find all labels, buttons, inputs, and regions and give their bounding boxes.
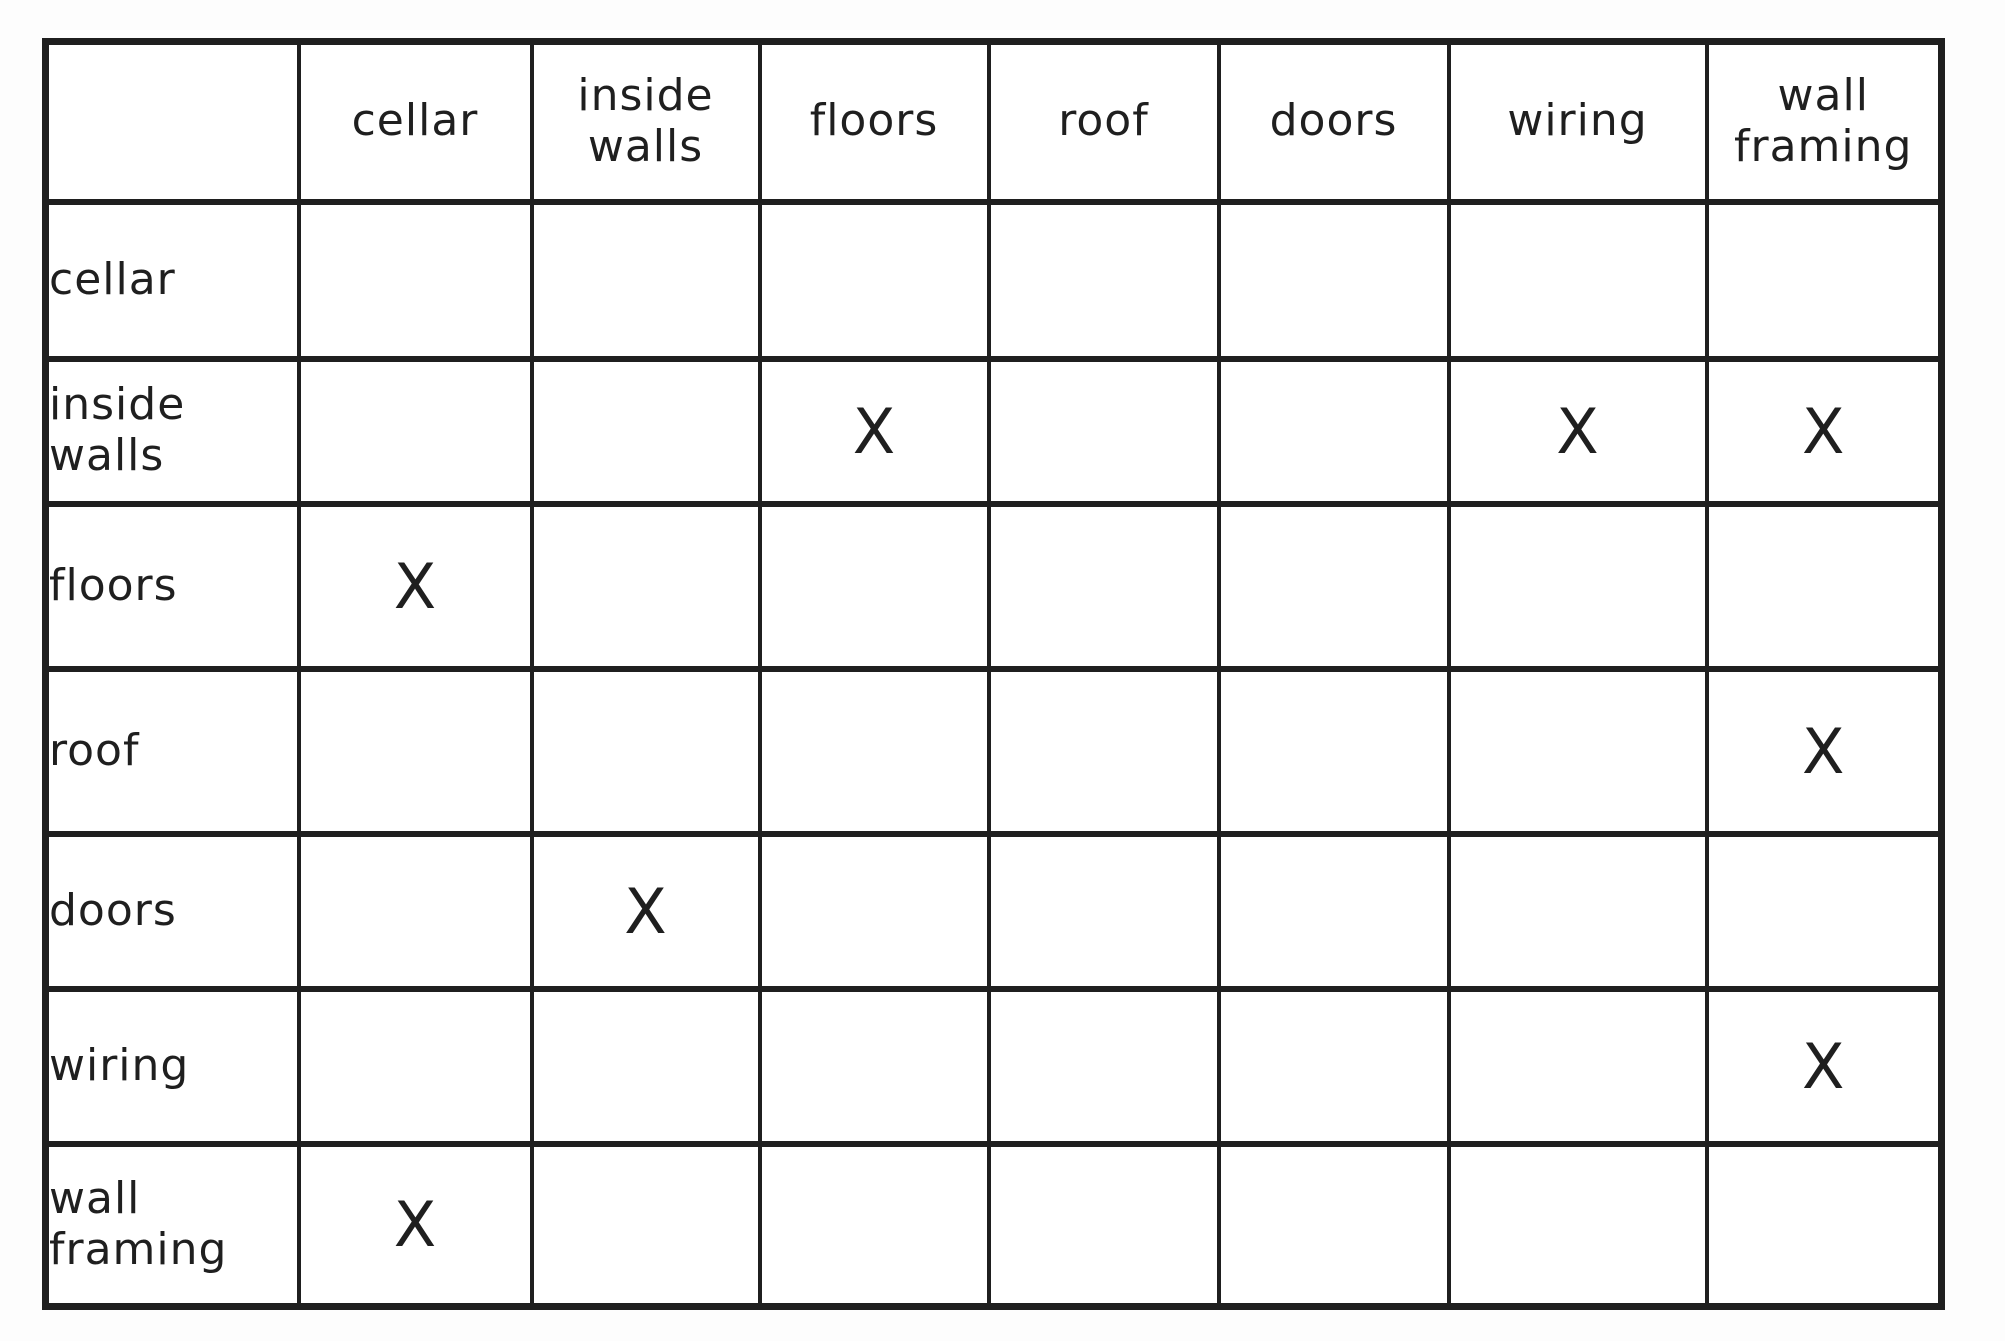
dependency-matrix	[42, 38, 1945, 1310]
matrix-cell	[1707, 1144, 1942, 1307]
matrix-cell: X	[1707, 359, 1942, 504]
matrix-cell: X	[760, 359, 989, 504]
row-header-wall-framing: wall framing	[46, 1144, 299, 1307]
column-header-cellar: cellar	[299, 42, 532, 202]
matrix-cell	[760, 669, 989, 834]
matrix-cell	[532, 359, 760, 504]
row-header-wiring: wiring	[46, 989, 299, 1144]
matrix-cell	[532, 504, 760, 669]
matrix-cell	[1219, 202, 1449, 359]
table-row	[46, 1144, 1942, 1307]
matrix-cell	[760, 202, 989, 359]
matrix-cell	[1707, 504, 1942, 669]
column-header-floors: floors	[760, 42, 989, 202]
header-row	[46, 42, 1942, 202]
row-header-doors: doors	[46, 834, 299, 989]
matrix-cell	[299, 202, 532, 359]
matrix-cell	[1449, 989, 1707, 1144]
corner-cell	[46, 42, 299, 202]
matrix-cell	[989, 834, 1219, 989]
column-header-roof: roof	[989, 42, 1219, 202]
row-header-roof: roof	[46, 669, 299, 834]
matrix-cell	[760, 1144, 989, 1307]
matrix-cell: X	[1449, 359, 1707, 504]
row-header-inside-walls: inside walls	[46, 359, 299, 504]
matrix-cell	[1219, 504, 1449, 669]
row-header-cellar: cellar	[46, 202, 299, 359]
matrix-cell	[299, 359, 532, 504]
matrix-cell	[299, 669, 532, 834]
matrix-cell: X	[299, 1144, 532, 1307]
matrix-cell	[1449, 202, 1707, 359]
table-row	[46, 202, 1942, 359]
matrix-cell	[989, 202, 1219, 359]
matrix-cell	[532, 1144, 760, 1307]
table-row	[46, 669, 1942, 834]
matrix-cell	[1219, 834, 1449, 989]
matrix-cell	[989, 504, 1219, 669]
matrix-cell	[989, 359, 1219, 504]
matrix-cell	[532, 669, 760, 834]
matrix-cell: X	[532, 834, 760, 989]
matrix-cell	[989, 669, 1219, 834]
matrix-cell	[532, 989, 760, 1144]
matrix-cell	[1449, 504, 1707, 669]
column-header-wiring: wiring	[1449, 42, 1707, 202]
table-row	[46, 989, 1942, 1144]
matrix-cell	[1449, 1144, 1707, 1307]
table-row	[46, 359, 1942, 504]
matrix-cell	[989, 1144, 1219, 1307]
matrix-cell	[1219, 669, 1449, 834]
column-header-inside-walls: inside walls	[532, 42, 760, 202]
matrix-cell: X	[1707, 989, 1942, 1144]
matrix-cell	[1707, 834, 1942, 989]
matrix-cell	[1219, 1144, 1449, 1307]
matrix-cell	[299, 989, 532, 1144]
table-row	[46, 834, 1942, 989]
matrix-cell	[1219, 359, 1449, 504]
column-header-doors: doors	[1219, 42, 1449, 202]
matrix-cell	[1707, 202, 1942, 359]
matrix-cell	[760, 989, 989, 1144]
matrix-cell	[299, 834, 532, 989]
matrix-cell	[989, 989, 1219, 1144]
matrix-cell	[760, 834, 989, 989]
matrix-cell	[760, 504, 989, 669]
matrix-cell	[1449, 834, 1707, 989]
matrix-cell	[1219, 989, 1449, 1144]
column-header-wall-framing: wall framing	[1707, 42, 1942, 202]
matrix-cell	[532, 202, 760, 359]
table-row	[46, 504, 1942, 669]
matrix-cell: X	[299, 504, 532, 669]
row-header-floors: floors	[46, 504, 299, 669]
matrix-cell: X	[1707, 669, 1942, 834]
matrix-cell	[1449, 669, 1707, 834]
